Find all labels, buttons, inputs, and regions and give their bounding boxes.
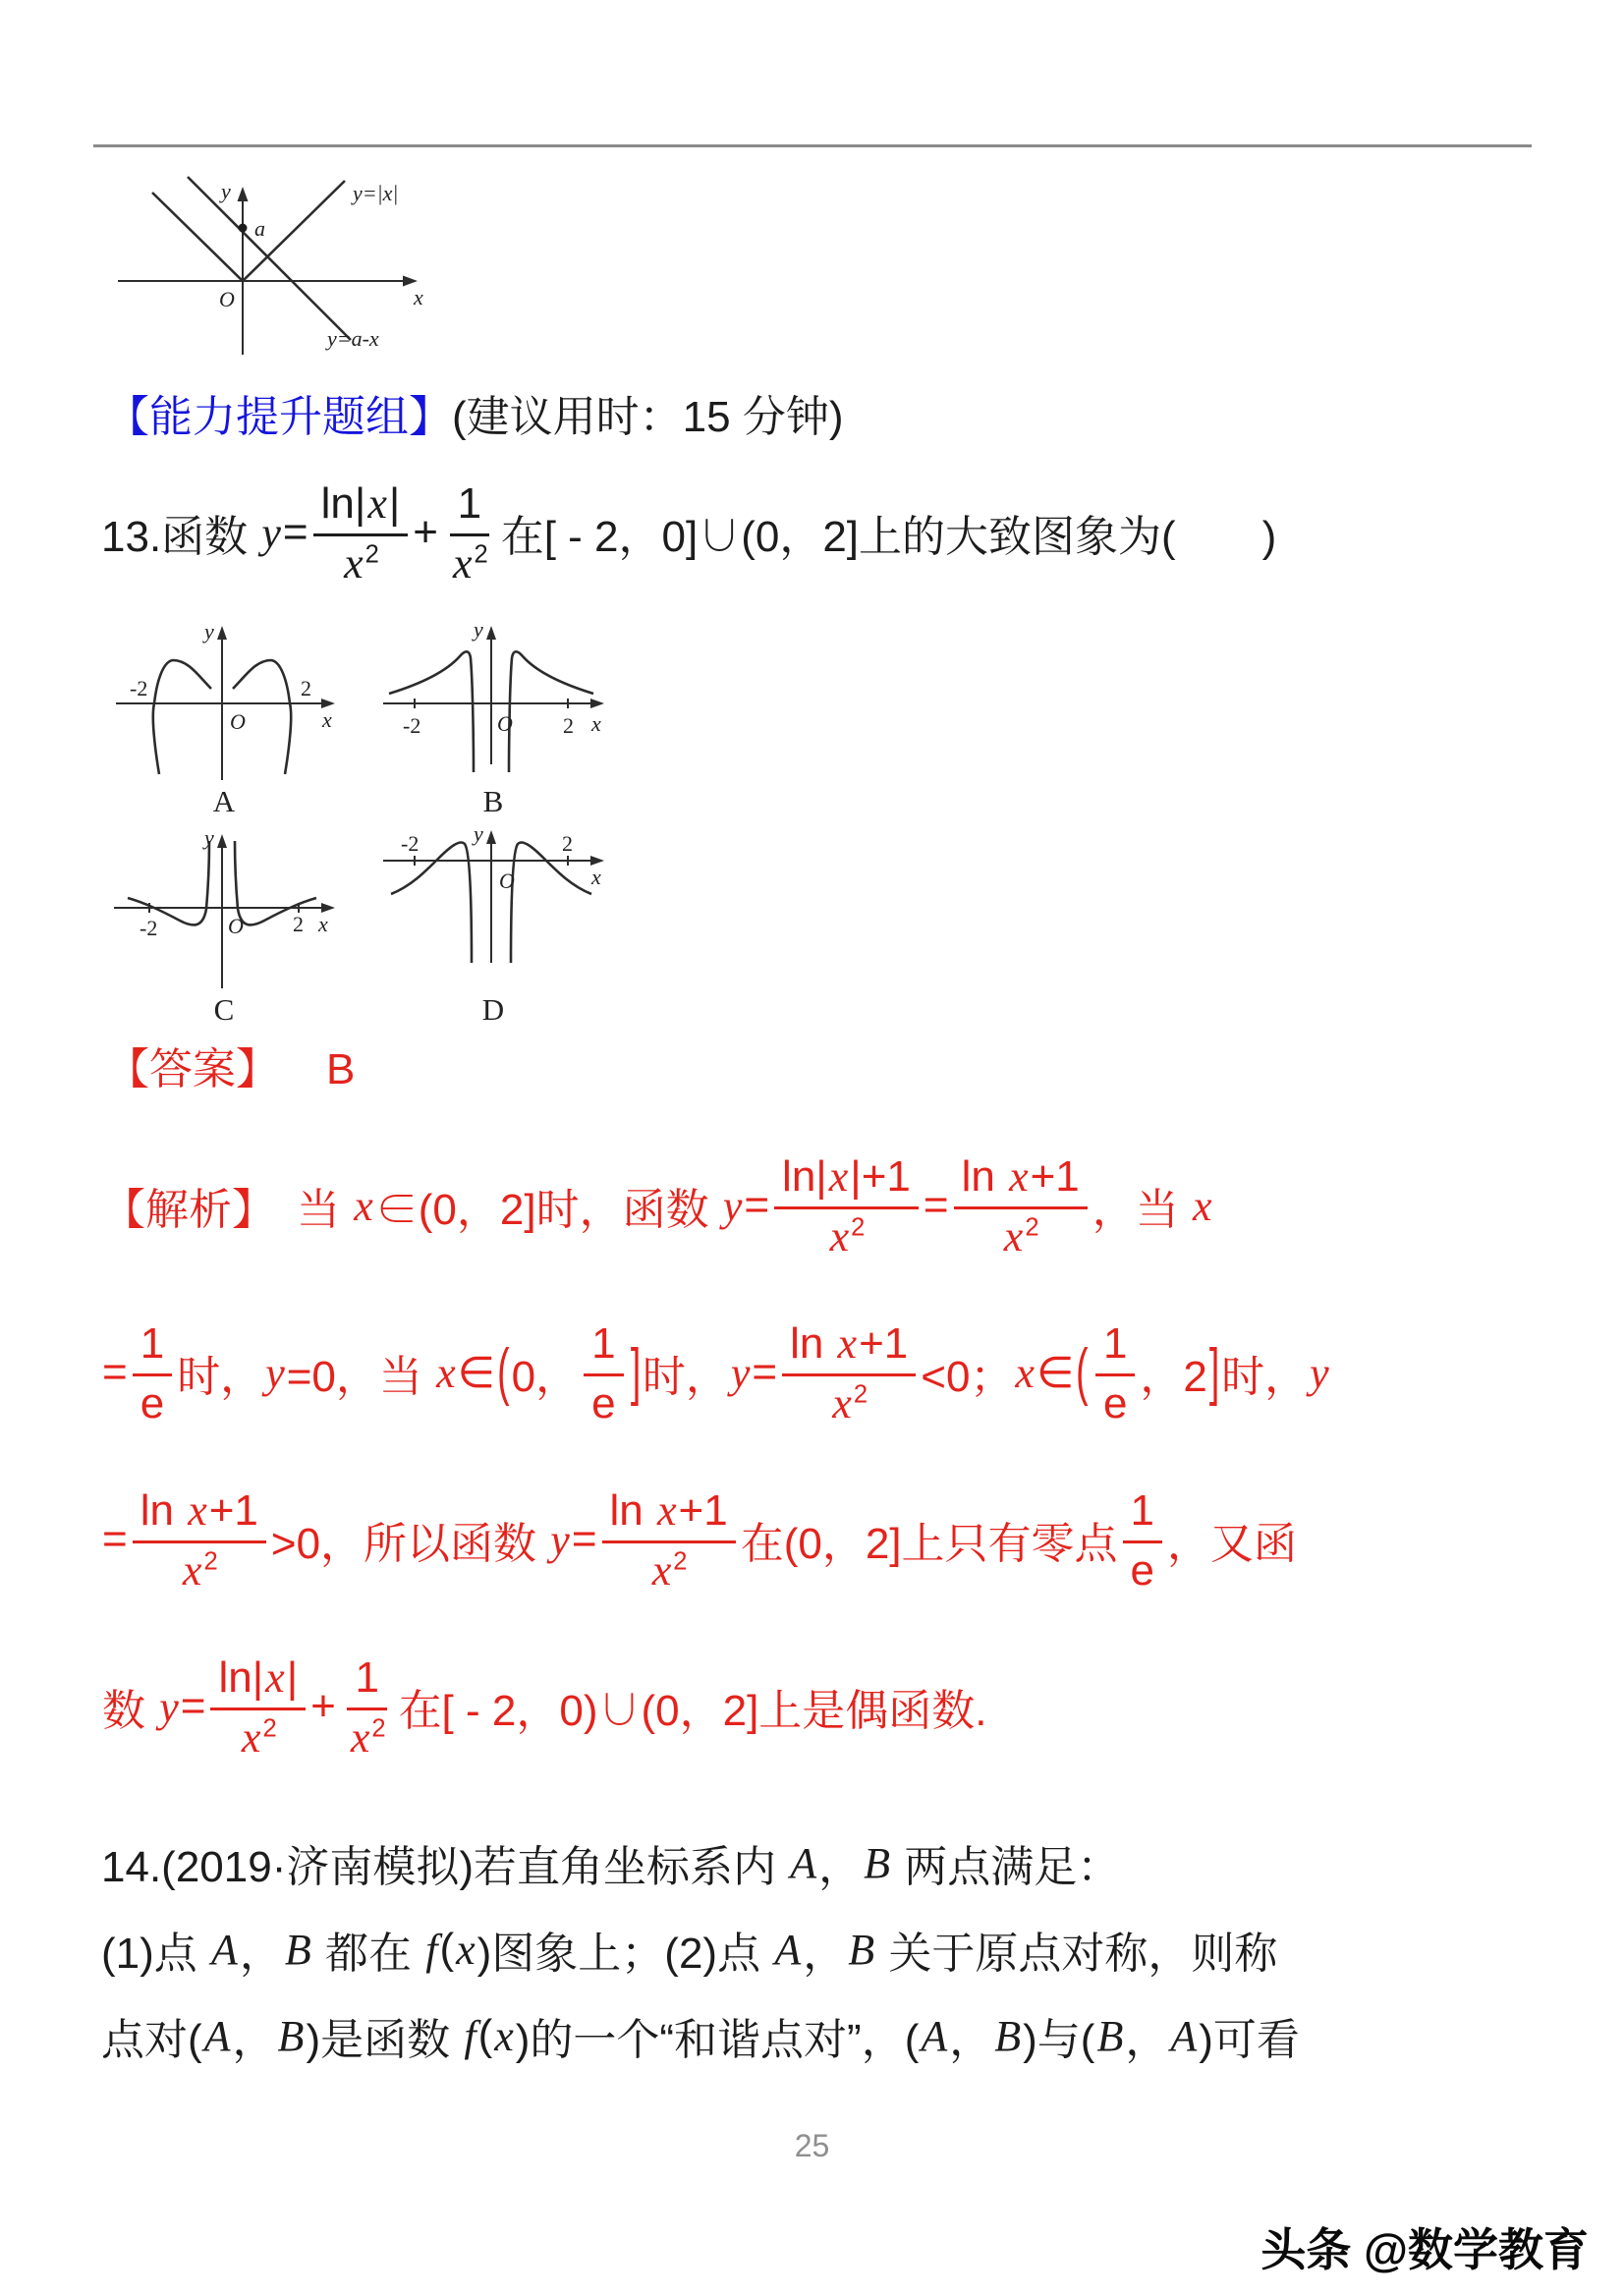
option-b-tick-neg2: -2 <box>403 713 421 738</box>
option-a-y-label: y <box>204 619 214 644</box>
answer-tag: 【答案】 <box>106 1045 279 1093</box>
option-c-letter: C <box>213 992 235 1027</box>
option-a-tick-pos2: 2 <box>301 676 311 700</box>
abs-x-curve <box>152 181 345 281</box>
analysis-line-4: 数 y = $\frac{\ln|x|}{x^2}$ + $\frac{1}{x^2}$ 在[ - 2，0)∪(0，2]上是偶函数. <box>102 1653 987 1762</box>
option-b-origin: O <box>497 711 513 736</box>
page-number: 25 <box>794 2128 830 2163</box>
option-a-origin: O <box>230 709 246 734</box>
origin-label: O <box>219 287 235 311</box>
option-d-graph <box>375 825 611 990</box>
analysis-line-2: = $\frac{1}{e}$ 时， y =0，当 x ∈ ( 0， $\frac{1}{e}$ ] 时， y = $\frac{\text{ln x+1}}{x^2}$ <0； x ∈ ( $\frac{1}{e}$ ，2 ] 时， y <box>102 1319 1329 1428</box>
watermark: 头条 @数学教育 <box>1260 2224 1589 2275</box>
curve1-label: y=|x| <box>353 181 399 205</box>
option-b <box>375 617 611 819</box>
option-c-origin: O <box>228 914 244 938</box>
analysis-line-3: = $\frac{\text{ln x+1}}{x^2}$ >0，所以函数 y = $\frac{\text{ln x+1}}{x^2}$ 在(0，2]上只有零点 $\frac{1}{e}$ ，又函 <box>102 1486 1298 1595</box>
option-a-x-label: x <box>322 707 332 732</box>
option-a-tick-neg2: -2 <box>130 676 148 700</box>
section-time-note: (建议用时：15 分钟) <box>452 393 844 441</box>
analysis-block <box>102 1122 1576 1790</box>
option-d <box>375 825 611 1028</box>
point-a-label: a <box>254 216 265 241</box>
option-c-graph <box>106 825 342 990</box>
option-a-letter: A <box>212 784 236 818</box>
option-c-y-label: y <box>204 825 214 850</box>
section-header <box>106 381 843 444</box>
section-title: 【能力提升题组】 <box>106 393 452 441</box>
option-d-letter: D <box>481 992 505 1027</box>
question-13-stem: 13.函数 y = $\frac{\ln|x|}{x^2}$ + $\frac{1}{x^2}$ 在[ - 2，0]∪(0，2]上的大致图象为( ) <box>101 479 1277 588</box>
option-b-letter: B <box>482 784 504 818</box>
question-14-line-2: (1)点 A ， B 都在 f ( x )图象上；(2)点 A ， B 关于原点对称，则称 <box>101 1925 1278 1978</box>
option-c-tick-pos2: 2 <box>293 912 304 936</box>
answer-value: B <box>326 1045 356 1093</box>
question-14-line-1: 14.(2019·济南模拟)若直角坐标系内 A ， B 两点满足： <box>101 1838 1121 1891</box>
a-minus-x-curve <box>188 177 351 340</box>
option-b-tick-pos2: 2 <box>563 713 574 738</box>
option-d-y-label: y <box>474 825 483 846</box>
y-axis-arrow <box>238 187 249 201</box>
option-a <box>106 617 342 819</box>
answer-line <box>106 1034 355 1096</box>
option-d-tick-neg2: -2 <box>401 831 420 856</box>
question-14 <box>101 1820 1595 2079</box>
option-a-graph <box>106 617 342 782</box>
option-b-x-label: x <box>591 711 601 736</box>
top-figure-svg <box>93 175 486 364</box>
option-b-graph <box>375 617 611 782</box>
option-d-origin: O <box>499 868 515 893</box>
option-c <box>106 825 342 1028</box>
option-d-tick-pos2: 2 <box>562 831 573 856</box>
top-divider <box>93 144 1532 147</box>
option-c-x-label: x <box>318 912 328 936</box>
analysis-line-1: 【解析】 当 x ∈(0，2]时，函数 y = $\frac{\ln|x|+1}{x^2}$ = $\frac{\text{ln x+1}}{x^2}$ ，当 x <box>102 1152 1212 1260</box>
option-d-x-label: x <box>591 865 601 889</box>
y-axis-label: y <box>221 179 231 203</box>
option-c-tick-neg2: -2 <box>140 916 158 940</box>
top-figure <box>93 175 486 368</box>
question-14-line-3: 点对( A ， B )是函数 f ( x )的一个“和谐点对”，( A ， B )与( B ， A )可看 <box>101 2011 1300 2064</box>
option-b-y-label: y <box>474 617 483 642</box>
point-a-dot <box>239 224 248 233</box>
x-axis-label: x <box>414 285 423 309</box>
curve2-label: y=a-x <box>327 326 379 351</box>
